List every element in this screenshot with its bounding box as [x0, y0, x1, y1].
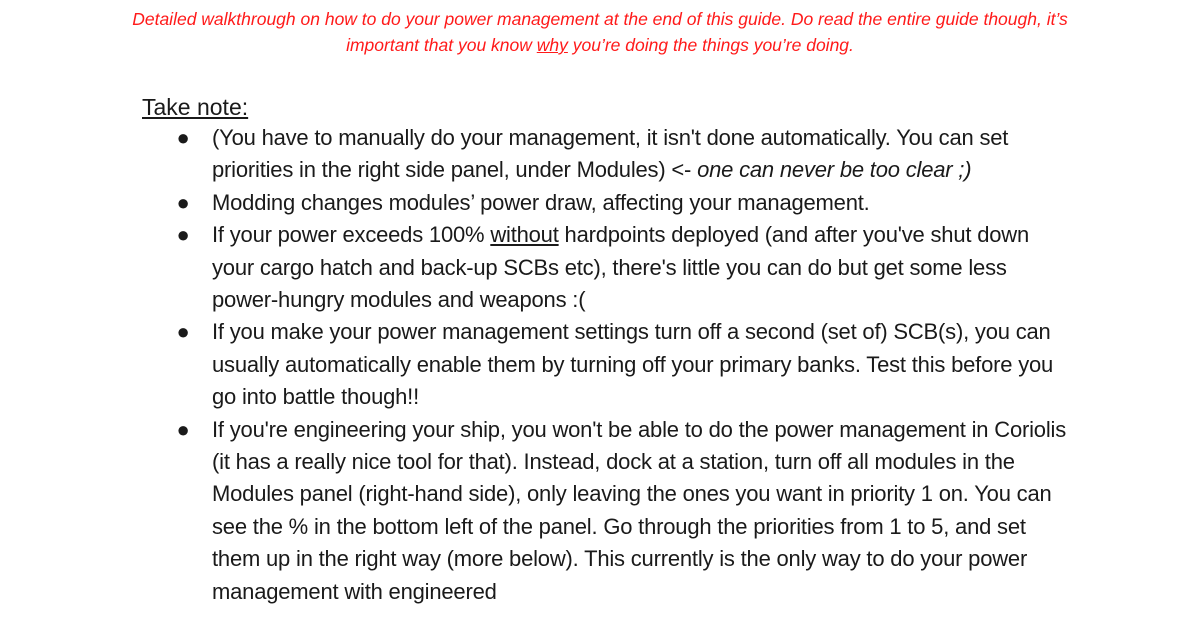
notes-list: [0, 122, 1200, 608]
list-item: [0, 316, 1072, 413]
list-item-text-post: hardpoints deployed (and after you've shut down your cargo hatch and back-up SCBs etc), there's little you can do but get some less power-hungry modules and weapons :(: [212, 222, 1029, 313]
take-note-heading: Take note:: [142, 94, 249, 120]
list-item-text: Modding changes modules’ power draw, affecting your management.: [212, 189, 870, 215]
notice-text-part2: you’re doing the things you’re doing.: [567, 35, 854, 55]
notice-text-part1: Detailed walkthrough on how to do your power management at the end of this guide. Do read the entire guide though, it’s important that you know: [132, 9, 1068, 55]
walkthrough-notice: [130, 6, 1070, 58]
list-item: [0, 187, 1072, 219]
bullet-icon: ●: [176, 319, 190, 345]
list-item-text: If you're engineering your ship, you won't be able to do the power management in Coriolis (it has a really nice tool for that). Instead, dock at a station, turn off all modules in the Modules panel (right-hand side), only leaving the ones you want in priority 1 on. You can see the % in the bottom left of the panel. Go through the priorities from 1 to 5, and set them up in the right way (more below). This currently is the only way to do your power management with engineered: [212, 416, 1067, 604]
list-item-underlined-text: without: [490, 222, 559, 248]
list-item-text: (You have to manually do your management, it isn't done automatically. You can set priorities in the right side panel, under Modules) <-: [212, 125, 1009, 183]
list-item-text: If you make your power management settings turn off a second (set of) SCB(s), you can usually automatically enable them by turning off your primary banks. Test this before you go into battle though!!: [212, 319, 1054, 410]
list-item: [0, 219, 1072, 316]
list-item: [0, 414, 1072, 608]
list-item-text-pre: If your power exceeds 100%: [212, 222, 491, 248]
bullet-icon: ●: [176, 189, 190, 215]
bullet-icon: ●: [176, 222, 190, 248]
list-item: [0, 122, 1072, 187]
bullet-icon: ●: [176, 125, 190, 150]
list-item-italic-text: one can never be too clear ;): [697, 157, 972, 183]
bullet-icon: ●: [176, 416, 190, 442]
notice-emphasis-why: why: [536, 35, 568, 55]
